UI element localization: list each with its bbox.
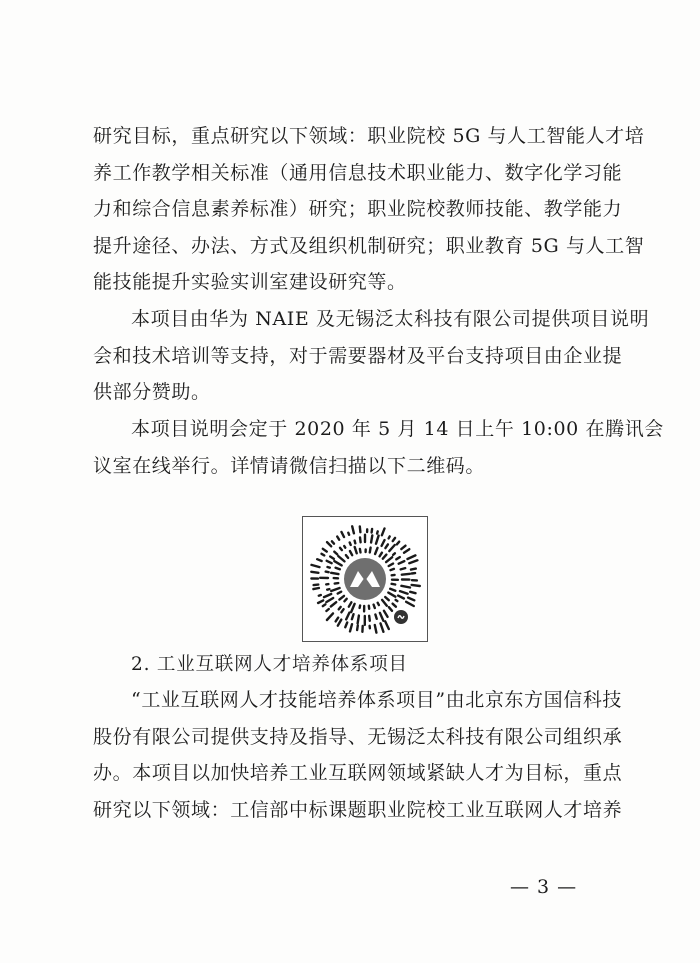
code-dash	[327, 589, 329, 590]
code-dash	[338, 556, 344, 561]
code-dash	[331, 588, 339, 591]
code-dash	[384, 611, 388, 617]
code-dash	[334, 561, 341, 565]
code-dash	[380, 553, 382, 557]
code-dash	[382, 600, 387, 606]
code-dash	[408, 555, 416, 559]
code-dash	[393, 538, 395, 541]
code-dash	[396, 557, 400, 559]
code-dash	[319, 595, 321, 596]
code-dash	[317, 559, 321, 561]
code-dash	[346, 613, 349, 620]
code-dash	[330, 557, 334, 559]
code-dash	[349, 602, 352, 606]
code-dash	[338, 592, 342, 594]
code-dash	[401, 568, 406, 569]
code-dash	[383, 555, 387, 559]
code-dash	[385, 544, 388, 548]
code-dash	[334, 552, 337, 555]
code-dash	[327, 542, 331, 546]
code-dash	[369, 616, 370, 621]
code-dash	[337, 537, 339, 540]
code-dash	[392, 584, 396, 585]
paragraph-briefing-schedule	[93, 411, 664, 484]
code-dash	[314, 585, 319, 586]
paragraph-project-support	[93, 301, 650, 411]
code-dash	[370, 548, 371, 553]
text-line: 提升途径、办法、方式及组织机制研究；职业教育 5G 与人工智	[93, 234, 645, 257]
code-dash	[401, 586, 410, 588]
code-dash	[355, 541, 356, 544]
code-dash	[327, 561, 332, 563]
code-dash	[313, 588, 319, 589]
wechat-mini-program-code-icon	[303, 517, 427, 641]
code-dash	[393, 553, 395, 555]
code-dash	[360, 549, 361, 553]
code-dash	[393, 604, 396, 607]
text-line: 养工作教学相关标准（通用信息技术职业能力、数字化学习能	[93, 161, 623, 184]
code-dash	[389, 564, 393, 566]
code-dash	[344, 599, 346, 602]
code-dash	[331, 602, 336, 606]
code-dash	[411, 569, 416, 570]
page-number: — 3 —	[510, 876, 578, 898]
code-dash	[390, 589, 395, 591]
code-dash	[375, 548, 377, 554]
text-line: 能技能提升实验实训室建设研究等。	[93, 271, 407, 293]
code-dash	[389, 607, 392, 611]
code-dash	[400, 591, 408, 594]
code-dash	[380, 613, 384, 621]
code-dash	[322, 554, 325, 556]
code-dash	[355, 547, 357, 553]
code-dash	[376, 536, 379, 544]
code-dash	[345, 623, 347, 628]
code-dash	[344, 546, 345, 548]
code-dash	[312, 565, 320, 567]
code-dash	[326, 572, 329, 573]
code-dash	[382, 529, 385, 536]
text-line: 力和综合信息素养标准）研究；职业院校教师技能、教学能力	[93, 198, 623, 220]
code-dash	[399, 561, 405, 564]
code-dash	[323, 549, 327, 552]
code-dash	[378, 603, 379, 605]
code-dash	[360, 606, 361, 608]
code-dash	[406, 602, 414, 606]
code-dash	[382, 540, 385, 546]
text-line: 研究目标，重点研究以下领域：职业院校 5G 与人工智能人才培	[93, 125, 645, 147]
code-dash	[401, 546, 405, 549]
paragraph-industrial-internet	[93, 682, 623, 828]
code-dash	[396, 600, 398, 601]
code-dash	[409, 560, 417, 563]
code-dash	[350, 551, 352, 555]
text-line: 议室在线举行。详情请微信扫描以下二维码。	[93, 454, 486, 477]
code-dash	[311, 572, 318, 573]
paragraph-research-goals	[93, 118, 645, 301]
section-heading: 2. 工业互联网人才培养体系项目	[131, 654, 408, 675]
code-dash	[318, 600, 323, 603]
code-dash	[332, 541, 334, 543]
code-dash	[374, 605, 375, 608]
code-dash	[351, 604, 354, 612]
code-dash	[398, 596, 404, 599]
wechat-mini-program-code[interactable]	[302, 516, 428, 642]
code-dash	[385, 621, 389, 629]
code-dash	[350, 543, 351, 545]
code-dash	[391, 569, 394, 570]
text-line: 会和技术培训等支持，对于需要器材及平台支持项目由企业提	[93, 344, 623, 367]
code-dash	[324, 594, 331, 597]
code-dash	[350, 624, 352, 631]
text-line: 本项目由华为 NAIE 及无锡泛太科技有限公司提供项目说明	[131, 308, 650, 330]
code-dash	[375, 615, 376, 619]
code-dash	[335, 583, 339, 584]
code-dash	[402, 574, 410, 575]
code-dash	[323, 604, 326, 606]
code-dash	[388, 593, 395, 597]
code-dash	[339, 607, 341, 609]
code-dash	[412, 585, 420, 586]
code-dash	[375, 625, 377, 633]
code-dash	[389, 536, 390, 538]
code-dash	[346, 555, 348, 558]
code-dash	[352, 526, 354, 533]
code-dash	[341, 609, 343, 612]
text-line: 本项目说明会定于 2020 年 5 月 14 日上午 10:00 在腾讯会	[131, 418, 664, 440]
code-dash	[340, 548, 342, 550]
code-dash	[372, 529, 373, 533]
code-dash	[397, 542, 399, 545]
text-line: 研究以下领域：工信部中标课题职业院校工业互联网人才培养	[93, 798, 623, 821]
code-dash	[385, 597, 389, 600]
code-dash	[336, 618, 339, 622]
code-dash	[327, 613, 333, 620]
text-line: “工业互联网人才技能培养体系项目”由北京东方国信科技	[131, 689, 623, 711]
code-dash	[371, 535, 372, 542]
code-dash	[357, 625, 358, 630]
text-line: 供部分赞助。	[93, 381, 211, 403]
code-dash	[404, 549, 409, 553]
text-line: 股份有限公司提供支持及指导、无锡泛太科技有限公司组织承	[93, 725, 623, 748]
code-dash	[348, 533, 349, 535]
code-dash	[360, 537, 361, 542]
code-dash	[358, 616, 359, 624]
code-dash	[338, 620, 342, 626]
code-dash	[331, 573, 338, 574]
code-dash	[352, 614, 354, 619]
code-dash	[408, 598, 414, 601]
code-dash	[377, 531, 378, 533]
text-line: 办。本项目以加快培养工业互联网领域紧缺人才为目标，重点	[93, 762, 623, 784]
code-dash	[326, 609, 328, 611]
code-dash	[389, 545, 394, 551]
code-dash	[342, 532, 345, 537]
code-dash	[336, 568, 340, 570]
code-dash	[328, 567, 330, 568]
code-dash	[410, 592, 415, 593]
code-dash	[360, 526, 361, 532]
code-dash	[386, 557, 392, 562]
code-dash	[381, 623, 384, 631]
code-dash	[339, 596, 344, 600]
code-dash	[326, 598, 333, 602]
